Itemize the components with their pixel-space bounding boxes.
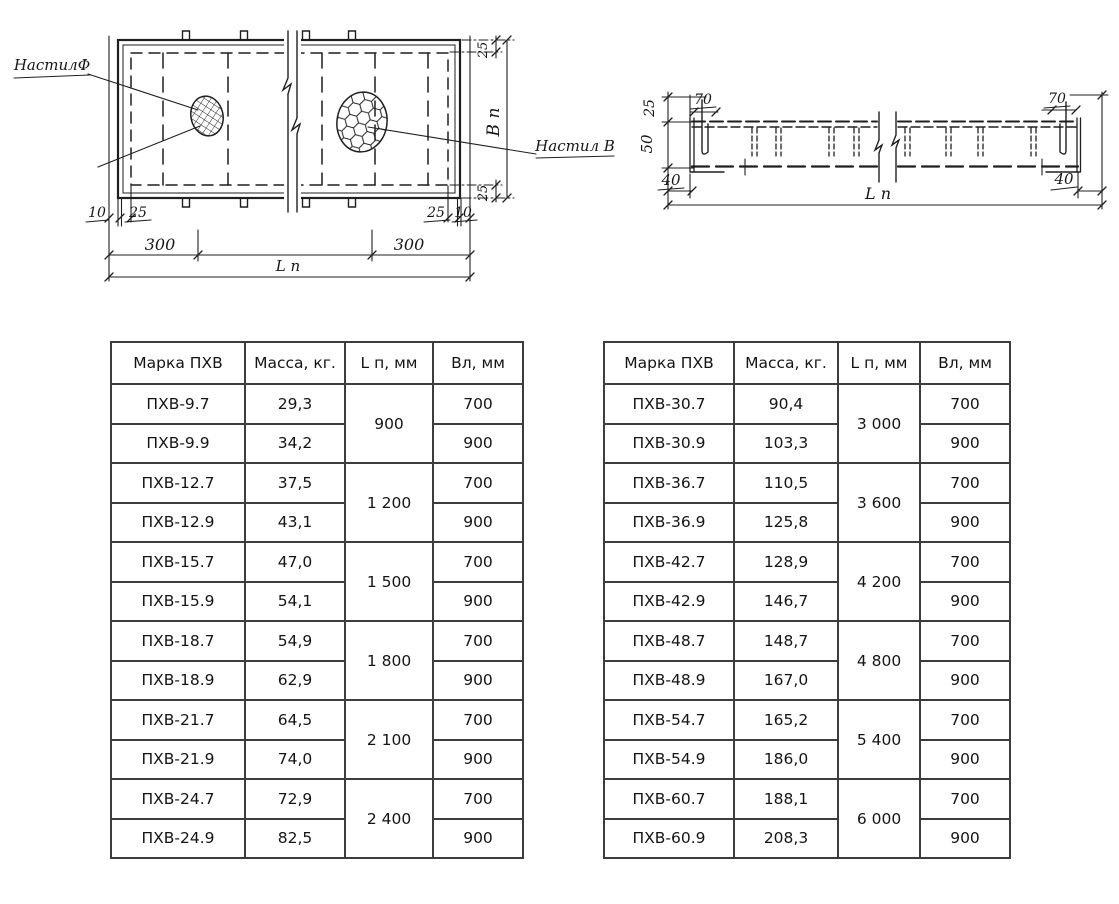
cell-bl: 700 bbox=[920, 542, 1010, 582]
cell-lp: 1 800 bbox=[345, 621, 433, 700]
cell-bl: 900 bbox=[433, 424, 523, 464]
table-row bbox=[604, 582, 1010, 622]
table-row bbox=[111, 503, 523, 543]
dim-label-25-elev: 25 bbox=[642, 99, 658, 117]
cell-bl: 700 bbox=[433, 542, 523, 582]
cell-massa: 37,5 bbox=[245, 463, 345, 503]
cell-marka: ПХВ-21.9 bbox=[111, 740, 245, 780]
dim-label-25-top: 25 bbox=[476, 41, 491, 59]
dim-label-300-right: 300 bbox=[393, 235, 425, 254]
cell-lp: 3 000 bbox=[838, 384, 920, 463]
cell-marka: ПХВ-36.7 bbox=[604, 463, 734, 503]
table-row bbox=[111, 661, 523, 701]
cell-marka: ПХВ-36.9 bbox=[604, 503, 734, 543]
table-row bbox=[111, 621, 523, 661]
cell-massa: 188,1 bbox=[734, 779, 838, 819]
cell-bl: 700 bbox=[433, 779, 523, 819]
cell-marka: ПХВ-48.7 bbox=[604, 621, 734, 661]
table-row bbox=[111, 740, 523, 780]
cell-bl: 900 bbox=[920, 503, 1010, 543]
column-header-lp: L п, мм bbox=[345, 342, 433, 384]
cell-lp: 4 800 bbox=[838, 621, 920, 700]
dim-label-25-left: 25 bbox=[129, 205, 147, 221]
column-header-lp: L п, мм bbox=[838, 342, 920, 384]
table-row bbox=[604, 503, 1010, 543]
cell-lp: 2 400 bbox=[345, 779, 433, 858]
cell-massa: 54,9 bbox=[245, 621, 345, 661]
column-header-massa: Масса, кг. bbox=[734, 342, 838, 384]
cell-marka: ПХВ-12.7 bbox=[111, 463, 245, 503]
cell-marka: ПХВ-24.7 bbox=[111, 779, 245, 819]
cell-bl: 900 bbox=[433, 819, 523, 859]
table-row bbox=[111, 700, 523, 740]
cell-bl: 900 bbox=[920, 424, 1010, 464]
table-row bbox=[604, 424, 1010, 464]
table-row bbox=[111, 779, 523, 819]
table-row bbox=[604, 542, 1010, 582]
cell-lp: 6 000 bbox=[838, 779, 920, 858]
cell-massa: 34,2 bbox=[245, 424, 345, 464]
cell-massa: 128,9 bbox=[734, 542, 838, 582]
cell-massa: 146,7 bbox=[734, 582, 838, 622]
cell-marka: ПХВ-9.7 bbox=[111, 384, 245, 424]
cell-massa: 72,9 bbox=[245, 779, 345, 819]
cell-bl: 900 bbox=[920, 661, 1010, 701]
cell-massa: 47,0 bbox=[245, 542, 345, 582]
cell-lp: 1 500 bbox=[345, 542, 433, 621]
cell-bl: 700 bbox=[433, 463, 523, 503]
cell-massa: 62,9 bbox=[245, 661, 345, 701]
dim-label-10-left: 10 bbox=[88, 205, 106, 221]
column-header-bl: Вл, мм bbox=[433, 342, 523, 384]
table-row bbox=[111, 819, 523, 859]
dim-label-10-right: 10 bbox=[454, 205, 472, 221]
table-row bbox=[604, 740, 1010, 780]
break-gap-mask bbox=[284, 33, 301, 205]
table-row bbox=[604, 779, 1010, 819]
cell-massa: 82,5 bbox=[245, 819, 345, 859]
column-header-massa: Масса, кг. bbox=[245, 342, 345, 384]
column-header-bl: Вл, мм bbox=[920, 342, 1010, 384]
cell-bl: 700 bbox=[920, 384, 1010, 424]
dim-label-70-left: 70 bbox=[694, 92, 712, 108]
pxv-table-right bbox=[603, 341, 1011, 859]
technical-drawing bbox=[0, 0, 1119, 330]
cell-marka: ПХВ-60.7 bbox=[604, 779, 734, 819]
table-row bbox=[111, 542, 523, 582]
cell-marka: ПХВ-24.9 bbox=[111, 819, 245, 859]
elevation-view-drawing bbox=[638, 91, 1108, 209]
table-row bbox=[604, 463, 1010, 503]
deck-f-label: НастилФ bbox=[13, 56, 91, 74]
cell-bl: 700 bbox=[433, 700, 523, 740]
member-outline bbox=[690, 100, 1081, 175]
cell-marka: ПХВ-15.9 bbox=[111, 582, 245, 622]
dim-label-lp-plan: L п bbox=[275, 257, 301, 275]
dim-label-50-elev: 50 bbox=[638, 134, 656, 154]
plan-view-drawing bbox=[13, 31, 615, 281]
dim-label-70-right: 70 bbox=[1048, 91, 1066, 107]
table-row bbox=[604, 384, 1010, 424]
cell-bl: 700 bbox=[920, 700, 1010, 740]
cell-lp: 5 400 bbox=[838, 700, 920, 779]
dim-label-25-right: 25 bbox=[427, 205, 445, 221]
cell-marka: ПХВ-18.9 bbox=[111, 661, 245, 701]
cell-bl: 700 bbox=[433, 621, 523, 661]
cell-bl: 900 bbox=[433, 503, 523, 543]
cell-massa: 125,8 bbox=[734, 503, 838, 543]
cell-bl: 900 bbox=[433, 740, 523, 780]
cell-marka: ПХВ-30.7 bbox=[604, 384, 734, 424]
cell-lp: 900 bbox=[345, 384, 433, 463]
table-body bbox=[111, 384, 523, 858]
cell-lp: 2 100 bbox=[345, 700, 433, 779]
cell-marka: ПХВ-60.9 bbox=[604, 819, 734, 859]
cell-massa: 43,1 bbox=[245, 503, 345, 543]
cell-massa: 186,0 bbox=[734, 740, 838, 780]
deck-f-hatch-area bbox=[187, 93, 227, 139]
table-body bbox=[604, 384, 1010, 858]
pxv-table-left bbox=[110, 341, 524, 859]
table-header-row bbox=[604, 342, 1010, 384]
cell-bl: 700 bbox=[920, 463, 1010, 503]
cell-marka: ПХВ-12.9 bbox=[111, 503, 245, 543]
rib-stirrups bbox=[752, 128, 1036, 156]
cell-massa: 90,4 bbox=[734, 384, 838, 424]
cell-marka: ПХВ-54.9 bbox=[604, 740, 734, 780]
dim-label-25-bottom: 25 bbox=[476, 184, 491, 202]
cell-marka: ПХВ-30.9 bbox=[604, 424, 734, 464]
table-row bbox=[604, 621, 1010, 661]
cell-massa: 54,1 bbox=[245, 582, 345, 622]
cell-bl: 900 bbox=[920, 740, 1010, 780]
cell-bl: 700 bbox=[920, 621, 1010, 661]
leader-lines bbox=[14, 74, 614, 167]
cell-bl: 900 bbox=[920, 819, 1010, 859]
cell-marka: ПХВ-48.9 bbox=[604, 661, 734, 701]
table-row bbox=[111, 384, 523, 424]
cell-marka: ПХВ-42.9 bbox=[604, 582, 734, 622]
dim-label-40-right: 40 bbox=[1054, 170, 1074, 188]
table-row bbox=[604, 700, 1010, 740]
deck-v-hatch-area bbox=[333, 89, 391, 155]
cell-massa: 103,3 bbox=[734, 424, 838, 464]
cell-marka: ПХВ-42.7 bbox=[604, 542, 734, 582]
dim-label-40-left: 40 bbox=[661, 171, 681, 189]
cell-lp: 1 200 bbox=[345, 463, 433, 542]
deck-v-label: Настил В bbox=[535, 137, 615, 155]
cell-massa: 110,5 bbox=[734, 463, 838, 503]
cell-marka: ПХВ-9.9 bbox=[111, 424, 245, 464]
cell-lp: 3 600 bbox=[838, 463, 920, 542]
table-header-row bbox=[111, 342, 523, 384]
cell-massa: 167,0 bbox=[734, 661, 838, 701]
dim-label-lp-elev: L п bbox=[864, 184, 892, 203]
cell-marka: ПХВ-54.7 bbox=[604, 700, 734, 740]
cell-bl: 900 bbox=[920, 582, 1010, 622]
cell-bl: 700 bbox=[920, 779, 1010, 819]
table-row bbox=[111, 582, 523, 622]
dim-label-300-left: 300 bbox=[144, 235, 176, 254]
table-row bbox=[604, 661, 1010, 701]
cell-marka: ПХВ-18.7 bbox=[111, 621, 245, 661]
cell-marka: ПХВ-15.7 bbox=[111, 542, 245, 582]
cell-massa: 148,7 bbox=[734, 621, 838, 661]
cell-marka: ПХВ-21.7 bbox=[111, 700, 245, 740]
cell-bl: 700 bbox=[433, 384, 523, 424]
table-row bbox=[111, 463, 523, 503]
cell-massa: 208,3 bbox=[734, 819, 838, 859]
break-lines bbox=[875, 112, 899, 182]
column-header-marka: Марка ПХВ bbox=[604, 342, 734, 384]
cell-massa: 165,2 bbox=[734, 700, 838, 740]
cell-bl: 900 bbox=[433, 582, 523, 622]
cell-lp: 4 200 bbox=[838, 542, 920, 621]
table-row bbox=[111, 424, 523, 464]
table-row bbox=[604, 819, 1010, 859]
cell-massa: 29,3 bbox=[245, 384, 345, 424]
column-header-marka: Марка ПХВ bbox=[111, 342, 245, 384]
dim-label-bp: В п bbox=[484, 107, 504, 137]
cell-bl: 900 bbox=[433, 661, 523, 701]
cell-massa: 74,0 bbox=[245, 740, 345, 780]
cell-massa: 64,5 bbox=[245, 700, 345, 740]
